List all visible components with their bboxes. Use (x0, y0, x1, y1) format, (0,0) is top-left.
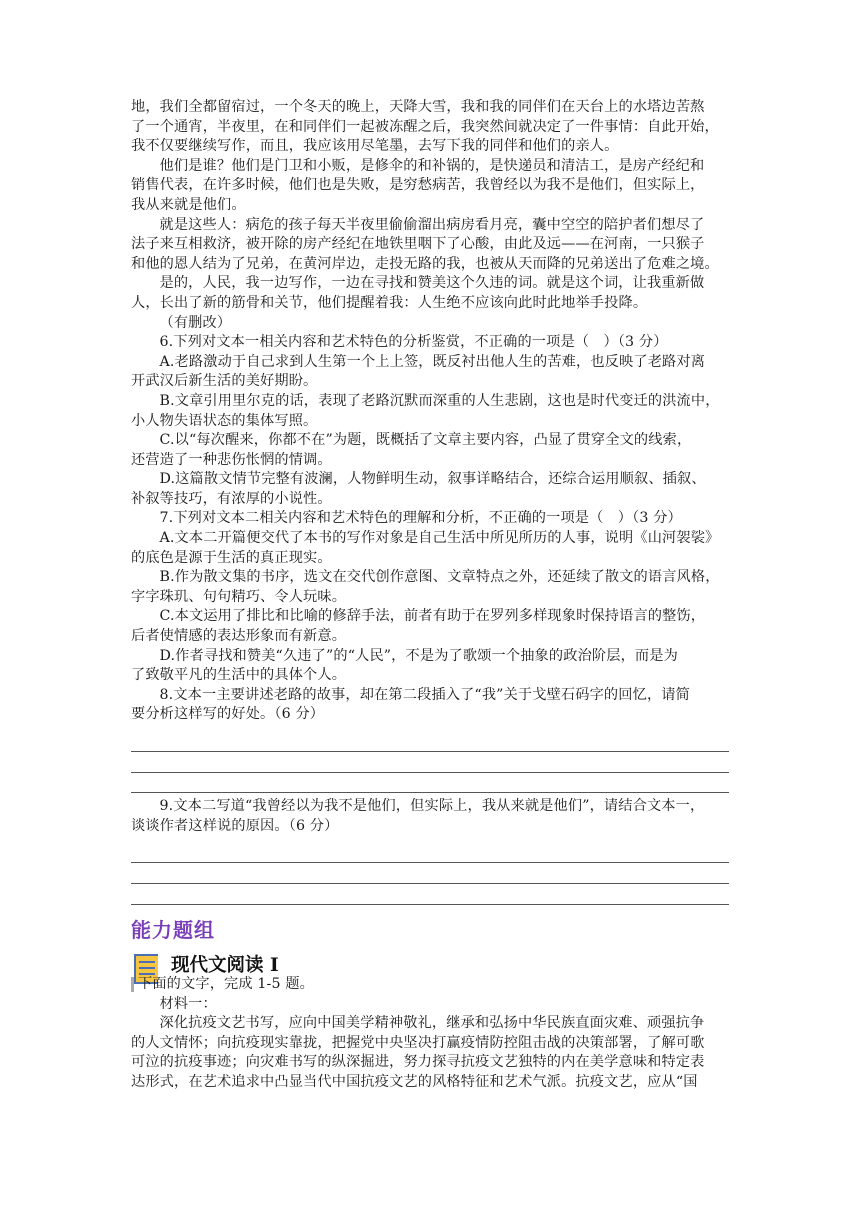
reading-text (131, 975, 729, 1093)
text-line: A.文本二开篇便交代了本书的写作对象是自己生活中所见所历的人事，说明《山河袈裟》 (159, 530, 720, 547)
text-line: 我不仅要继续写作，而且，我应该用尽笔墨，去写下我的同伴和他们的亲人。 (131, 138, 619, 155)
text-line: （有删改） (159, 314, 232, 331)
subsection-title: 现代文阅读 I (171, 955, 279, 976)
text-line: 的底色是源于生活的真正现实。 (131, 549, 332, 566)
answer-line[interactable] (131, 884, 729, 905)
text-line: 后者使情感的表达形象而有新意。 (131, 628, 347, 645)
text-line: 了一个通宵，半夜里，在和同伴们一起被冻醒之后，我突然间就决定了一件事情：自此开始， (131, 118, 719, 135)
text-line: D.这篇散文情节完整有波澜，人物鲜明生动，叙事详略结合，还综合运用顺叙、插叙、 (159, 471, 706, 488)
text-line: 还营造了一种悲伤怅惘的情调。 (131, 451, 332, 468)
text-line: 7.下列对文本二相关内容和艺术特色的理解和分析，不正确的一项是（ ）（3 分） (159, 510, 682, 527)
text-line: 人，长出了新的筋骨和关节，他们提醒着我：人生绝不应该向此时此地举手投降。 (131, 294, 648, 311)
section-title: 能力题组 (131, 918, 215, 942)
text-line: 8.文本一主要讲述老路的故事，却在第二段插入了“我”关于戈壁石码字的回忆，请简 (159, 686, 690, 703)
answer-lines-q9[interactable] (131, 843, 729, 905)
text-line: 达形式，在艺术追求中凸显当代中国抗疫文艺的风格特征和艺术气派。抗疫文艺，应从“国 (131, 1073, 698, 1090)
text-line-content: 下面的文字，完成 1-5 题。 (138, 976, 314, 992)
text-line: D.作者寻找和赞美“久违了”的“人民”，不是为了歌颂一个抽象的政治阶层，而是为 (159, 647, 678, 664)
questions-6-8 (131, 333, 729, 725)
answer-line[interactable] (131, 843, 729, 864)
text-line: 6.下列对文本一相关内容和艺术特色的分析鉴赏，不正确的一项是（ ）（3 分） (159, 334, 668, 351)
text-line: 可泣的抗疫事迹；向灾难书写的纵深掘进，努力探寻抗疫文艺独特的内在美学意味和特定表 (131, 1054, 705, 1071)
text-line (131, 975, 729, 995)
text-line: C.以“每次醒来，你都不在”为题，既概括了文章主要内容，凸显了贯穿全文的线索， (159, 432, 692, 449)
text-line: 法子来互相救济，被开除的房产经纪在地铁里咽下了心酸，由此及远——在河南，一只猴子 (131, 236, 705, 253)
document-body (131, 98, 729, 909)
answer-lines-q8[interactable] (131, 731, 729, 793)
text-line: 开武汉后新生活的美好期盼。 (131, 373, 318, 390)
answer-line[interactable] (131, 863, 729, 884)
text-line: 我从来就是他们。 (131, 196, 246, 213)
text-line: 补叙等技巧，有浓厚的小说性。 (131, 490, 332, 507)
text-line: 材料一： (159, 995, 217, 1012)
text-line: B.作为散文集的书序，选文在交代创作意图、文章特点之外，还延续了散文的语言风格， (159, 569, 720, 586)
answer-line[interactable] (131, 752, 729, 773)
text-line: 和他的恩人结为了兄弟，在黄河岸边，走投无路的我，也被从天而降的兄弟送出了危难之境。 (131, 255, 719, 272)
text-line: 是的，人民，我一边写作，一边在寻找和赞美这个久违的词。就是这个词，让我重新做 (159, 275, 705, 292)
answer-line[interactable] (131, 731, 729, 752)
passage-text (131, 98, 729, 333)
text-line: 了致敬平凡的生活中的具体个人。 (131, 667, 347, 684)
text-line: 地，我们全都留宿过，一个冬天的晚上，天降大雪，我和我的同伴们在天台上的水塔边苦熬 (131, 99, 705, 115)
text-line: 要分析这样写的好处。（6 分） (131, 706, 325, 723)
text-line: 小人物失语状态的集体写照。 (131, 412, 318, 429)
text-line: 9.文本二写道“我曾经以为我不是他们，但实际上，我从来就是他们”，请结合文本一， (159, 798, 705, 815)
reading-material (131, 975, 729, 1093)
text-line: 的人文情怀；向抗疫现实靠拢，把握党中央坚决打赢疫情防控阻击战的决策部署，了解可歌 (131, 1034, 705, 1051)
text-line: 谈谈作者这样说的原因。（6 分） (131, 817, 339, 834)
margin-bar (131, 977, 134, 992)
text-line: A.老路激动于自己求到人生第一个上上签，既反衬出他人生的苦难，也反映了老路对离 (159, 353, 706, 370)
question-9 (131, 797, 729, 836)
text-line: 他们是谁？他们是门卫和小贩，是修伞的和补锅的，是快递员和清洁工，是房产经纪和 (159, 157, 705, 174)
text-line: B.文章引用里尔克的话，表现了老路沉默而深重的人生悲剧，这也是时代变迁的洪流中， (159, 392, 720, 409)
text-line: 深化抗疫文艺书写，应向中国美学精神敬礼，继承和弘扬中华民族直面灾难、顽强抗争 (159, 1015, 705, 1032)
text-line: 就是这些人：病危的孩子每天半夜里偷偷溜出病房看月亮，囊中空空的陪护者们想尽了 (159, 216, 705, 233)
text-line: 销售代表，在许多时候，他们也是失败，是穷愁病苦，我曾经以为我不是他们，但实际上， (131, 177, 705, 194)
text-line: 字字珠玑、句句精巧、令人玩味。 (131, 588, 347, 605)
text-line: C.本文运用了排比和比喻的修辞手法，前者有助于在罗列多样现象时保持语言的整饬， (159, 608, 706, 625)
answer-line[interactable] (131, 773, 729, 794)
